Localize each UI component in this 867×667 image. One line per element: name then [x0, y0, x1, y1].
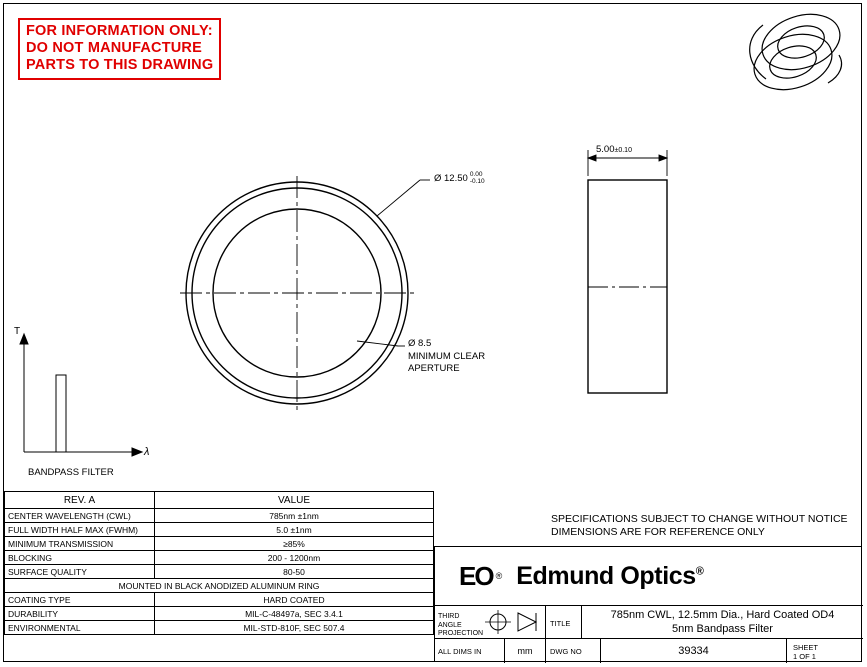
spec-key: MINIMUM TRANSMISSION — [5, 537, 155, 551]
spec-key: FULL WIDTH HALF MAX (FWHM) — [5, 523, 155, 537]
outer-tol-upper: 0.00 — [469, 171, 483, 178]
warning-line-2: DO NOT MANUFACTURE — [26, 40, 202, 56]
sheet-cell — [787, 639, 863, 663]
spec-key: COATING TYPE — [5, 593, 155, 607]
thickness-value: 5.00 — [596, 144, 615, 155]
table-row — [5, 509, 434, 523]
note-line-1: SPECIFICATIONS SUBJECT TO CHANGE WITHOUT NOTICE — [551, 513, 848, 525]
projection-label-2: PROJECTION — [438, 630, 484, 637]
dwg-number-value: 39334 — [601, 639, 787, 663]
isometric-ring-view — [747, 5, 847, 99]
dims-value-cell: mm — [505, 639, 546, 663]
table-row — [5, 537, 434, 551]
title-value-cell — [582, 606, 863, 639]
front-view-leaders — [357, 180, 430, 346]
dims-label: ALL DIMS IN — [438, 647, 482, 656]
bandpass-graph — [20, 334, 142, 456]
table-header-rev: REV. A — [5, 492, 155, 509]
table-row — [5, 523, 434, 537]
clear-aperture-note-2: APERTURE — [408, 363, 460, 374]
spec-value: 785nm ±1nm — [155, 509, 434, 523]
thickness-dimension-text — [596, 144, 632, 155]
spec-key: BLOCKING — [5, 551, 155, 565]
eo-monogram-registered: ® — [495, 571, 503, 581]
table-row — [5, 551, 434, 565]
spec-key: DURABILITY — [5, 607, 155, 621]
title-block-fields — [435, 606, 863, 663]
spec-value: MIL-C-48497a, SEC 3.4.1 — [155, 607, 434, 621]
note-line-2: DIMENSIONS ARE FOR REFERENCE ONLY — [551, 526, 765, 538]
projection-label-1: THIRD ANGLE — [438, 613, 462, 629]
graph-caption: BANDPASS FILTER — [28, 467, 114, 478]
clear-aperture-value: Ø 8.5 — [408, 338, 432, 349]
spec-value: MIL-STD-810F, SEC 507.4 — [155, 621, 434, 635]
edmund-optics-logo-icon — [459, 561, 502, 592]
sheet-label: SHEET — [793, 643, 819, 652]
projection-cell — [435, 606, 546, 639]
warning-line-1: FOR INFORMATION ONLY: — [26, 23, 213, 39]
spec-value: ≥85% — [155, 537, 434, 551]
table-row — [5, 565, 434, 579]
table-row — [5, 579, 434, 593]
spec-value: 200 - 1200nm — [155, 551, 434, 565]
eo-monogram: EO — [459, 560, 493, 591]
spec-key: ENVIRONMENTAL — [5, 621, 155, 635]
title-block-logo-row — [435, 547, 863, 606]
drawing-title-line-2: 5nm Bandpass Filter — [672, 623, 773, 635]
spec-key: CENTER WAVELENGTH (CWL) — [5, 509, 155, 523]
projection-label — [438, 613, 484, 639]
title-label-cell — [546, 606, 582, 639]
company-name — [516, 562, 703, 591]
outer-diameter-dimension — [434, 172, 485, 185]
specification-table — [4, 491, 434, 635]
outer-diameter-value: Ø 12.50 — [434, 173, 468, 185]
clear-aperture-note-1: MINIMUM CLEAR — [408, 350, 486, 362]
company-registered: ® — [695, 565, 704, 578]
title-label: TITLE — [550, 619, 571, 628]
table-row — [5, 607, 434, 621]
warning-line-3: PARTS TO THIS DRAWING — [26, 57, 214, 73]
clear-aperture-callout — [408, 338, 485, 376]
side-view — [588, 180, 667, 393]
spec-value: HARD COATED — [155, 593, 434, 607]
third-angle-projection-icon — [480, 606, 546, 639]
graph-x-axis-label: λ — [144, 446, 150, 458]
front-view — [180, 176, 414, 410]
spec-key: SURFACE QUALITY — [5, 565, 155, 579]
spec-value: 80-50 — [155, 565, 434, 579]
dims-label-cell — [435, 639, 505, 663]
graph-y-axis-label: T — [14, 326, 21, 337]
spec-value-construction: MOUNTED IN BLACK ANODIZED ALUMINUM RING — [5, 579, 434, 593]
drawing-title-line-1: 785nm CWL, 12.5mm Dia., Hard Coated OD4 — [610, 609, 835, 621]
outer-tol-lower: -0.10 — [469, 177, 485, 185]
sheet-value: 1 OF 1 — [793, 652, 816, 661]
thickness-tolerance: ±0.10 — [614, 147, 632, 154]
dwg-label-cell — [546, 639, 601, 663]
dwg-label: DWG NO — [550, 647, 582, 656]
general-notes — [551, 513, 848, 539]
company-name-text: Edmund Optics — [516, 561, 696, 590]
spec-value: 5.0 ±1nm — [155, 523, 434, 537]
title-block — [434, 546, 862, 662]
table-row — [5, 621, 434, 635]
table-header-row — [5, 492, 434, 509]
table-row — [5, 593, 434, 607]
table-header-value: VALUE — [155, 492, 434, 509]
